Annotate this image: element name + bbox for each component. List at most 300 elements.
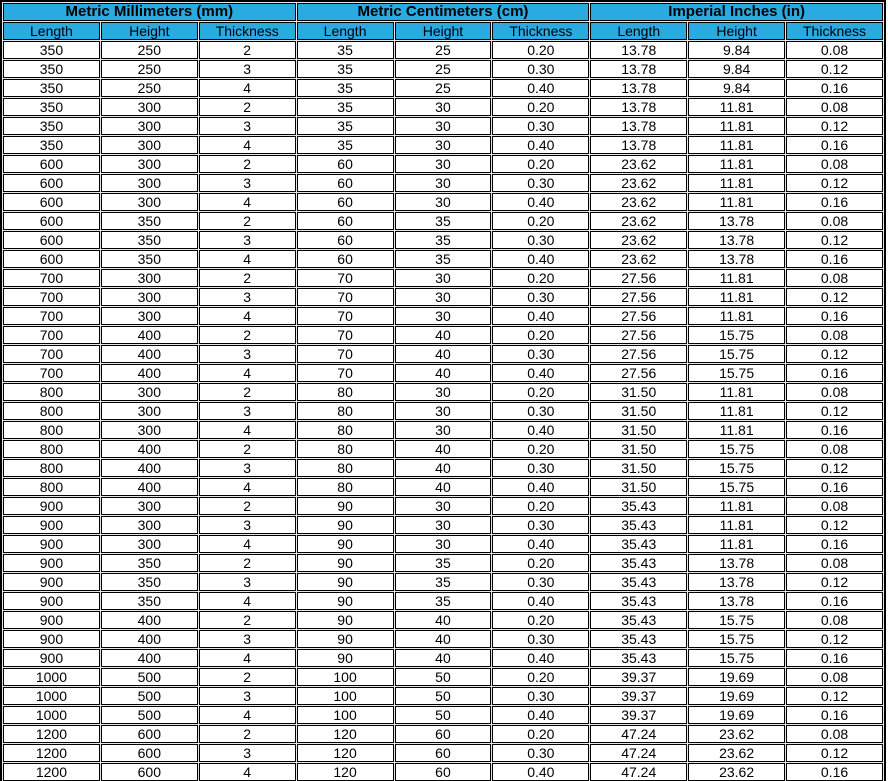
table-cell: 4 xyxy=(199,250,296,268)
table-cell: 0.08 xyxy=(786,212,883,230)
table-cell: 0.40 xyxy=(492,421,589,439)
table-cell: 2 xyxy=(199,611,296,629)
table-cell: 50 xyxy=(395,687,492,705)
table-cell: 35.43 xyxy=(590,497,687,515)
table-row xyxy=(3,459,883,477)
table-cell: 4 xyxy=(199,706,296,724)
table-cell: 400 xyxy=(101,364,198,382)
table-row xyxy=(3,174,883,192)
table-cell: 80 xyxy=(297,421,394,439)
table-row xyxy=(3,383,883,401)
group-header-imperial-inches: Imperial Inches (in) xyxy=(590,3,883,21)
table-cell: 15.75 xyxy=(688,440,785,458)
table-cell: 4 xyxy=(199,478,296,496)
table-cell: 600 xyxy=(3,193,100,211)
table-row xyxy=(3,250,883,268)
table-cell: 27.56 xyxy=(590,364,687,382)
table-cell: 35.43 xyxy=(590,592,687,610)
table-cell: 0.16 xyxy=(786,706,883,724)
table-cell: 30 xyxy=(395,117,492,135)
table-cell: 25 xyxy=(395,60,492,78)
table-cell: 13.78 xyxy=(688,554,785,572)
table-cell: 39.37 xyxy=(590,668,687,686)
table-cell: 2 xyxy=(199,98,296,116)
table-cell: 0.12 xyxy=(786,630,883,648)
table-cell: 0.08 xyxy=(786,611,883,629)
table-cell: 0.20 xyxy=(492,383,589,401)
table-cell: 300 xyxy=(101,307,198,325)
table-cell: 40 xyxy=(395,345,492,363)
table-cell: 0.30 xyxy=(492,288,589,306)
table-cell: 4 xyxy=(199,364,296,382)
table-cell: 35 xyxy=(395,212,492,230)
table-cell: 0.12 xyxy=(786,174,883,192)
table-cell: 100 xyxy=(297,687,394,705)
table-cell: 0.20 xyxy=(492,212,589,230)
table-cell: 400 xyxy=(101,649,198,667)
table-cell: 70 xyxy=(297,288,394,306)
table-cell: 30 xyxy=(395,98,492,116)
table-cell: 0.08 xyxy=(786,497,883,515)
table-cell: 11.81 xyxy=(688,307,785,325)
table-cell: 250 xyxy=(101,41,198,59)
table-row xyxy=(3,212,883,230)
table-cell: 300 xyxy=(101,155,198,173)
table-row xyxy=(3,630,883,648)
table-cell: 4 xyxy=(199,307,296,325)
table-cell: 0.12 xyxy=(786,231,883,249)
table-cell: 500 xyxy=(101,706,198,724)
table-cell: 900 xyxy=(3,630,100,648)
table-cell: 3 xyxy=(199,402,296,420)
table-cell: 60 xyxy=(395,744,492,762)
table-cell: 600 xyxy=(3,212,100,230)
column-header-length-in: Length xyxy=(590,22,687,40)
table-cell: 900 xyxy=(3,611,100,629)
table-cell: 90 xyxy=(297,592,394,610)
table-cell: 39.37 xyxy=(590,687,687,705)
table-cell: 0.16 xyxy=(786,193,883,211)
table-cell: 23.62 xyxy=(590,193,687,211)
table-cell: 2 xyxy=(199,155,296,173)
table-cell: 19.69 xyxy=(688,668,785,686)
table-cell: 35 xyxy=(297,98,394,116)
table-cell: 600 xyxy=(101,763,198,781)
table-cell: 4 xyxy=(199,79,296,97)
table-cell: 40 xyxy=(395,459,492,477)
table-cell: 4 xyxy=(199,421,296,439)
table-cell: 400 xyxy=(101,478,198,496)
table-cell: 40 xyxy=(395,364,492,382)
table-cell: 0.30 xyxy=(492,117,589,135)
table-cell: 40 xyxy=(395,649,492,667)
table-cell: 0.08 xyxy=(786,440,883,458)
table-cell: 0.30 xyxy=(492,516,589,534)
table-cell: 600 xyxy=(101,744,198,762)
table-cell: 0.40 xyxy=(492,307,589,325)
table-row xyxy=(3,535,883,553)
table-cell: 350 xyxy=(101,231,198,249)
table-cell: 13.78 xyxy=(590,79,687,97)
table-cell: 350 xyxy=(101,592,198,610)
table-cell: 4 xyxy=(199,592,296,610)
table-cell: 90 xyxy=(297,516,394,534)
table-cell: 300 xyxy=(101,421,198,439)
table-cell: 120 xyxy=(297,725,394,743)
table-cell: 600 xyxy=(101,725,198,743)
table-cell: 60 xyxy=(297,155,394,173)
table-cell: 15.75 xyxy=(688,326,785,344)
table-cell: 0.30 xyxy=(492,231,589,249)
table-cell: 47.24 xyxy=(590,744,687,762)
table-cell: 35 xyxy=(395,554,492,572)
table-cell: 0.08 xyxy=(786,41,883,59)
table-cell: 300 xyxy=(101,497,198,515)
table-cell: 11.81 xyxy=(688,269,785,287)
table-cell: 2 xyxy=(199,383,296,401)
table-cell: 800 xyxy=(3,459,100,477)
table-cell: 400 xyxy=(101,611,198,629)
table-cell: 0.12 xyxy=(786,516,883,534)
table-cell: 40 xyxy=(395,630,492,648)
table-cell: 90 xyxy=(297,630,394,648)
table-cell: 1000 xyxy=(3,668,100,686)
table-cell: 600 xyxy=(3,155,100,173)
table-cell: 700 xyxy=(3,326,100,344)
table-cell: 40 xyxy=(395,326,492,344)
column-header-thickness-mm: Thickness xyxy=(199,22,296,40)
table-cell: 60 xyxy=(395,725,492,743)
table-cell: 700 xyxy=(3,288,100,306)
table-cell: 400 xyxy=(101,630,198,648)
table-cell: 35.43 xyxy=(590,516,687,534)
table-cell: 11.81 xyxy=(688,155,785,173)
table-cell: 0.12 xyxy=(786,744,883,762)
table-cell: 9.84 xyxy=(688,41,785,59)
table-cell: 31.50 xyxy=(590,402,687,420)
table-cell: 300 xyxy=(101,402,198,420)
table-cell: 3 xyxy=(199,345,296,363)
table-row xyxy=(3,440,883,458)
table-cell: 0.08 xyxy=(786,326,883,344)
table-cell: 3 xyxy=(199,630,296,648)
table-cell: 11.81 xyxy=(688,117,785,135)
table-cell: 0.16 xyxy=(786,535,883,553)
table-cell: 35 xyxy=(297,79,394,97)
column-header-height-cm: Height xyxy=(395,22,492,40)
table-cell: 0.20 xyxy=(492,440,589,458)
table-cell: 300 xyxy=(101,117,198,135)
table-cell: 23.62 xyxy=(590,174,687,192)
table-cell: 35 xyxy=(297,60,394,78)
table-cell: 0.30 xyxy=(492,174,589,192)
table-cell: 400 xyxy=(101,345,198,363)
table-row xyxy=(3,307,883,325)
table-cell: 700 xyxy=(3,364,100,382)
table-cell: 15.75 xyxy=(688,459,785,477)
table-cell: 0.20 xyxy=(492,98,589,116)
table-row xyxy=(3,592,883,610)
table-cell: 23.62 xyxy=(590,155,687,173)
table-cell: 900 xyxy=(3,573,100,591)
table-cell: 1000 xyxy=(3,706,100,724)
table-cell: 3 xyxy=(199,174,296,192)
table-cell: 30 xyxy=(395,155,492,173)
table-cell: 3 xyxy=(199,516,296,534)
table-cell: 30 xyxy=(395,136,492,154)
column-header-height-mm: Height xyxy=(101,22,198,40)
table-cell: 600 xyxy=(3,250,100,268)
table-cell: 800 xyxy=(3,383,100,401)
table-cell: 900 xyxy=(3,535,100,553)
table-cell: 11.81 xyxy=(688,402,785,420)
table-cell: 350 xyxy=(101,212,198,230)
table-cell: 4 xyxy=(199,649,296,667)
table-cell: 350 xyxy=(3,117,100,135)
table-cell: 800 xyxy=(3,478,100,496)
table-cell: 47.24 xyxy=(590,763,687,781)
table-cell: 35.43 xyxy=(590,535,687,553)
table-cell: 1000 xyxy=(3,687,100,705)
table-cell: 25 xyxy=(395,41,492,59)
table-cell: 30 xyxy=(395,402,492,420)
column-header-length-mm: Length xyxy=(3,22,100,40)
table-cell: 9.84 xyxy=(688,60,785,78)
table-cell: 0.20 xyxy=(492,497,589,515)
table-cell: 0.20 xyxy=(492,326,589,344)
table-cell: 31.50 xyxy=(590,478,687,496)
table-cell: 4 xyxy=(199,193,296,211)
table-cell: 31.50 xyxy=(590,421,687,439)
table-cell: 30 xyxy=(395,497,492,515)
table-cell: 31.50 xyxy=(590,383,687,401)
table-cell: 700 xyxy=(3,307,100,325)
table-cell: 400 xyxy=(101,459,198,477)
table-row xyxy=(3,60,883,78)
table-cell: 0.12 xyxy=(786,573,883,591)
table-cell: 70 xyxy=(297,326,394,344)
column-header-length-cm: Length xyxy=(297,22,394,40)
table-row xyxy=(3,763,883,781)
table-cell: 0.20 xyxy=(492,725,589,743)
table-cell: 0.16 xyxy=(786,79,883,97)
table-cell: 90 xyxy=(297,554,394,572)
column-header-thickness-in: Thickness xyxy=(786,22,883,40)
table-cell: 2 xyxy=(199,326,296,344)
table-cell: 30 xyxy=(395,516,492,534)
table-cell: 350 xyxy=(101,250,198,268)
table-row xyxy=(3,516,883,534)
table-cell: 80 xyxy=(297,402,394,420)
table-cell: 250 xyxy=(101,60,198,78)
table-cell: 0.20 xyxy=(492,611,589,629)
table-row xyxy=(3,744,883,762)
table-cell: 0.16 xyxy=(786,364,883,382)
table-cell: 13.78 xyxy=(688,573,785,591)
table-cell: 90 xyxy=(297,649,394,667)
table-cell: 13.78 xyxy=(590,60,687,78)
table-cell: 13.78 xyxy=(688,231,785,249)
table-cell: 3 xyxy=(199,60,296,78)
table-cell: 0.08 xyxy=(786,668,883,686)
table-cell: 2 xyxy=(199,212,296,230)
table-cell: 50 xyxy=(395,668,492,686)
table-cell: 0.08 xyxy=(786,383,883,401)
table-cell: 300 xyxy=(101,535,198,553)
table-cell: 600 xyxy=(3,231,100,249)
table-cell: 3 xyxy=(199,573,296,591)
table-row xyxy=(3,231,883,249)
table-cell: 0.12 xyxy=(786,459,883,477)
table-cell: 80 xyxy=(297,383,394,401)
table-cell: 30 xyxy=(395,421,492,439)
table-cell: 9.84 xyxy=(688,79,785,97)
table-cell: 35 xyxy=(297,136,394,154)
table-cell: 30 xyxy=(395,193,492,211)
table-cell: 350 xyxy=(3,41,100,59)
table-cell: 80 xyxy=(297,440,394,458)
table-cell: 0.40 xyxy=(492,136,589,154)
table-cell: 2 xyxy=(199,440,296,458)
table-cell: 500 xyxy=(101,668,198,686)
table-cell: 350 xyxy=(3,136,100,154)
column-header-height-in: Height xyxy=(688,22,785,40)
table-cell: 23.62 xyxy=(590,212,687,230)
table-cell: 15.75 xyxy=(688,649,785,667)
table-cell: 1200 xyxy=(3,744,100,762)
table-cell: 50 xyxy=(395,706,492,724)
table-row xyxy=(3,497,883,515)
table-cell: 27.56 xyxy=(590,307,687,325)
table-cell: 0.12 xyxy=(786,117,883,135)
table-cell: 60 xyxy=(297,193,394,211)
table-cell: 300 xyxy=(101,136,198,154)
table-cell: 40 xyxy=(395,440,492,458)
table-cell: 300 xyxy=(101,383,198,401)
table-cell: 23.62 xyxy=(688,725,785,743)
table-cell: 800 xyxy=(3,402,100,420)
table-row xyxy=(3,478,883,496)
table-cell: 600 xyxy=(3,174,100,192)
table-cell: 500 xyxy=(101,687,198,705)
table-cell: 27.56 xyxy=(590,288,687,306)
table-cell: 13.78 xyxy=(590,98,687,116)
table-row xyxy=(3,687,883,705)
table-cell: 15.75 xyxy=(688,611,785,629)
table-cell: 11.81 xyxy=(688,288,785,306)
table-cell: 120 xyxy=(297,763,394,781)
table-cell: 30 xyxy=(395,307,492,325)
table-cell: 0.30 xyxy=(492,744,589,762)
table-cell: 13.78 xyxy=(688,250,785,268)
table-cell: 0.16 xyxy=(786,250,883,268)
table-cell: 11.81 xyxy=(688,383,785,401)
table-cell: 250 xyxy=(101,79,198,97)
table-cell: 300 xyxy=(101,193,198,211)
table-cell: 3 xyxy=(199,459,296,477)
table-cell: 350 xyxy=(101,573,198,591)
table-cell: 350 xyxy=(101,554,198,572)
table-cell: 0.40 xyxy=(492,763,589,781)
table-cell: 27.56 xyxy=(590,326,687,344)
table-cell: 0.08 xyxy=(786,155,883,173)
table-cell: 350 xyxy=(3,60,100,78)
table-cell: 15.75 xyxy=(688,345,785,363)
table-cell: 300 xyxy=(101,288,198,306)
table-cell: 60 xyxy=(395,763,492,781)
table-row xyxy=(3,117,883,135)
table-cell: 60 xyxy=(297,231,394,249)
table-cell: 13.78 xyxy=(688,592,785,610)
table-cell: 13.78 xyxy=(590,117,687,135)
table-cell: 47.24 xyxy=(590,725,687,743)
table-cell: 31.50 xyxy=(590,459,687,477)
table-cell: 300 xyxy=(101,269,198,287)
table-cell: 23.62 xyxy=(688,763,785,781)
table-row xyxy=(3,98,883,116)
table-cell: 30 xyxy=(395,383,492,401)
table-cell: 0.40 xyxy=(492,250,589,268)
table-cell: 300 xyxy=(101,174,198,192)
table-cell: 0.20 xyxy=(492,155,589,173)
table-cell: 2 xyxy=(199,668,296,686)
table-cell: 0.12 xyxy=(786,288,883,306)
table-cell: 0.16 xyxy=(786,478,883,496)
group-header-row xyxy=(3,3,883,21)
table-row xyxy=(3,573,883,591)
table-cell: 0.30 xyxy=(492,687,589,705)
table-cell: 60 xyxy=(297,250,394,268)
table-row xyxy=(3,402,883,420)
table-cell: 0.40 xyxy=(492,364,589,382)
table-cell: 4 xyxy=(199,763,296,781)
table-cell: 1200 xyxy=(3,763,100,781)
table-cell: 2 xyxy=(199,725,296,743)
table-cell: 0.08 xyxy=(786,269,883,287)
table-cell: 0.20 xyxy=(492,554,589,572)
table-cell: 1200 xyxy=(3,725,100,743)
group-header-metric-centimeters: Metric Centimeters (cm) xyxy=(297,3,590,21)
table-cell: 0.16 xyxy=(786,136,883,154)
table-cell: 13.78 xyxy=(688,212,785,230)
table-cell: 23.62 xyxy=(590,250,687,268)
table-cell: 0.30 xyxy=(492,402,589,420)
table-cell: 700 xyxy=(3,345,100,363)
table-cell: 30 xyxy=(395,288,492,306)
table-row xyxy=(3,269,883,287)
table-cell: 0.08 xyxy=(786,98,883,116)
table-cell: 0.16 xyxy=(786,592,883,610)
table-row xyxy=(3,649,883,667)
table-cell: 0.40 xyxy=(492,592,589,610)
table-cell: 13.78 xyxy=(590,41,687,59)
table-cell: 35.43 xyxy=(590,554,687,572)
table-cell: 0.30 xyxy=(492,459,589,477)
table-cell: 90 xyxy=(297,611,394,629)
table-cell: 4 xyxy=(199,535,296,553)
table-cell: 15.75 xyxy=(688,364,785,382)
column-header-row xyxy=(3,22,883,40)
table-cell: 0.20 xyxy=(492,41,589,59)
table-cell: 0.40 xyxy=(492,649,589,667)
table-cell: 11.81 xyxy=(688,516,785,534)
table-cell: 2 xyxy=(199,497,296,515)
table-cell: 70 xyxy=(297,269,394,287)
table-cell: 11.81 xyxy=(688,98,785,116)
table-cell: 0.16 xyxy=(786,307,883,325)
table-cell: 0.30 xyxy=(492,573,589,591)
table-cell: 35 xyxy=(297,117,394,135)
